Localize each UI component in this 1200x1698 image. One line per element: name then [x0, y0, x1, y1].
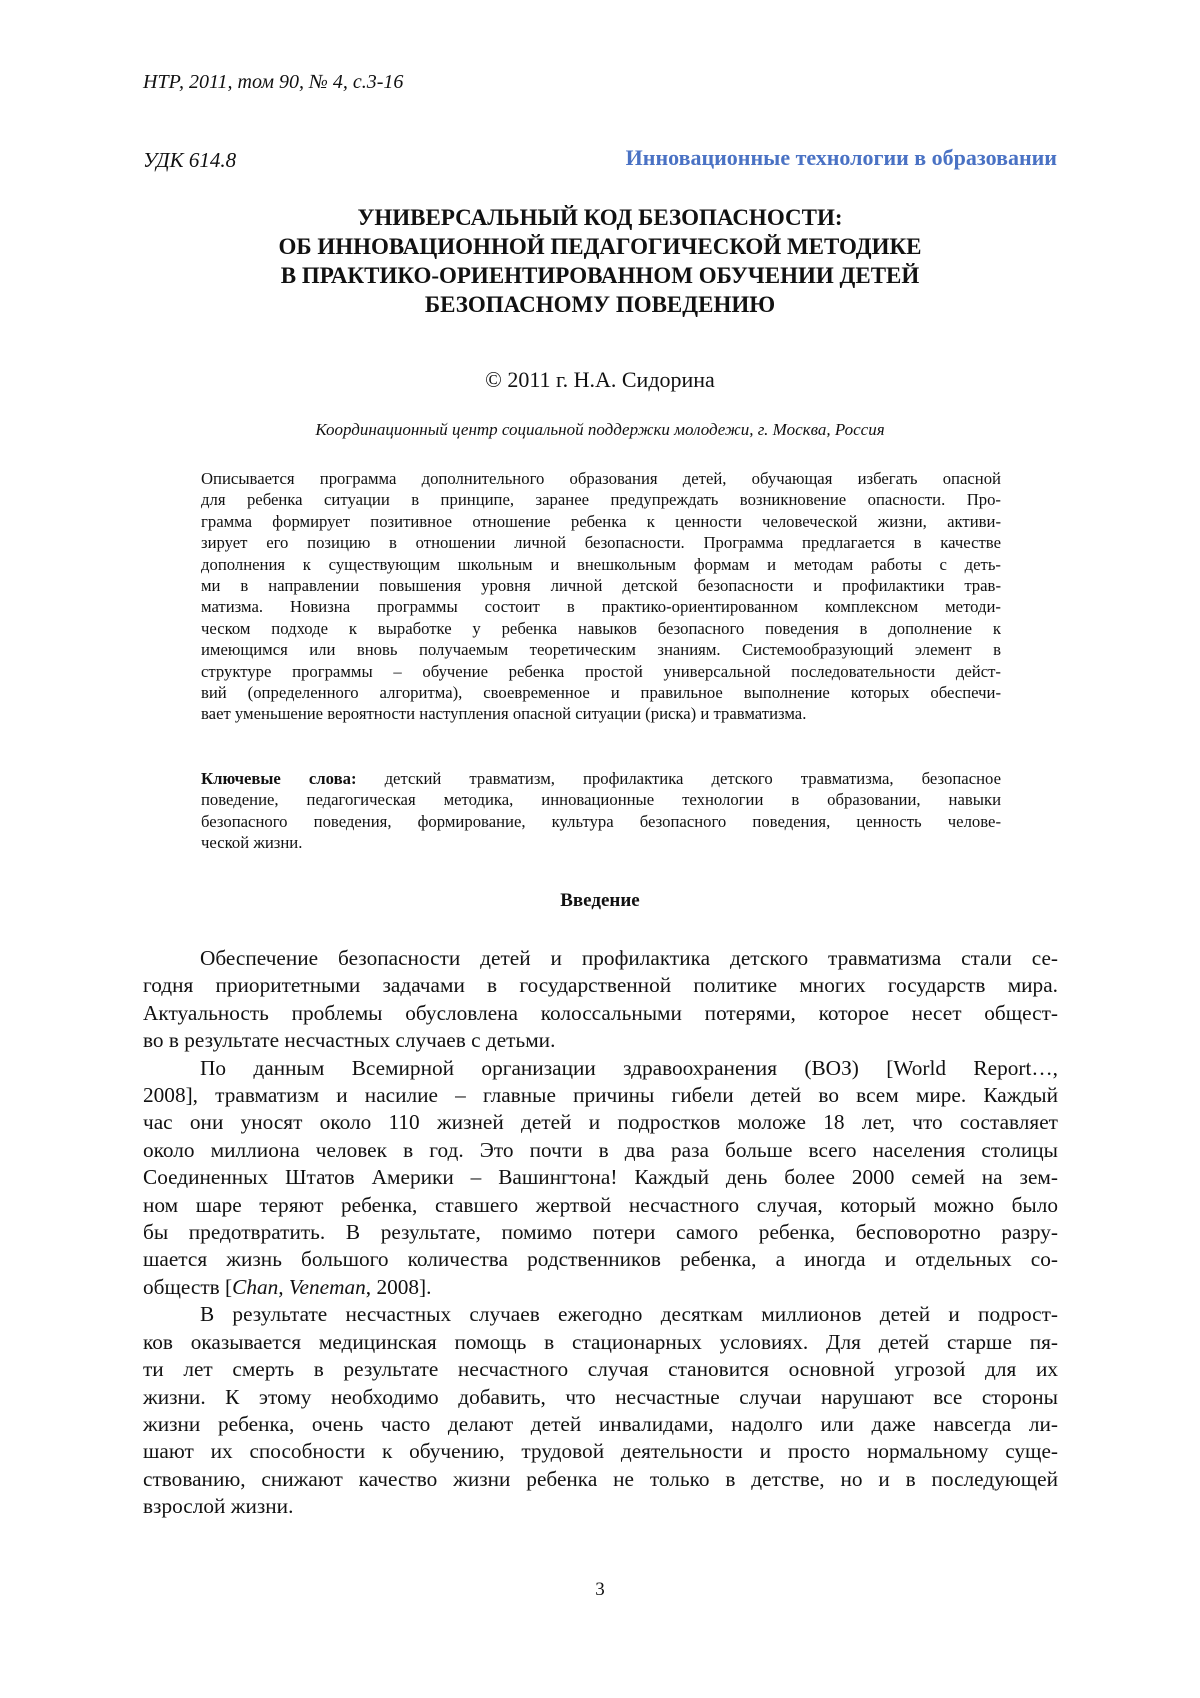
body-line: По данным Всемирной организации здравоохранения (ВОЗ) [World Report…, [200, 1055, 1058, 1080]
rubric-heading: Инновационные технологии в образовании [625, 145, 1057, 170]
body-line: ствованию, снижают качество жизни ребенка не только в детстве, но и в последующей [143, 1466, 1058, 1491]
keywords-line: безопасного поведения, формирование, культура безопасного поведения, ценность челове- [201, 811, 1001, 831]
abstract-line: ческом подходе к выработке у ребенка навыков безопасного поведения в дополнение к [201, 618, 1001, 638]
keywords-line: поведение, педагогическая методика, инновационные технологии в образовании, навыки [201, 790, 1001, 810]
abstract-line: зирует его позицию в отношении личной безопасности. Программа предлагается в качестве [201, 533, 1001, 553]
body-line: взрослой жизни. [143, 1494, 294, 1519]
article-title [143, 203, 1057, 319]
abstract-line: имеющимся или вновь получаемым теоретическим знаниям. Системообразующий элемент в [201, 640, 1001, 660]
body-line: ти лет смерть в результате несчастного случая становится основной угрозой для их [143, 1357, 1058, 1382]
abstract-line: для ребенка ситуации в принципе, заранее предупреждать возникновение опасности. Про- [201, 490, 1001, 510]
body-line: шается жизнь большого количества родственников ребенка, а иногда и отдельных со- [143, 1247, 1058, 1272]
journal-reference: НТР, 2011, том 90, № 4, с.3-16 [143, 71, 404, 93]
body-line: жизни ребенка, очень часто делают детей инвалидами, надолго или даже навсегда ли- [143, 1411, 1058, 1436]
title-line: ОБ ИННОВАЦИОННОЙ ПЕДАГОГИЧЕСКОЙ МЕТОДИКЕ [278, 234, 922, 259]
title-line: В ПРАКТИКО-ОРИЕНТИРОВАННОМ ОБУЧЕНИИ ДЕТЕЙ [280, 263, 920, 288]
body-line: во в результате несчастных случаев с детьми. [143, 1028, 556, 1053]
citation-authors: Chan, Veneman [232, 1274, 366, 1299]
body-line: час они уносят около 110 жизней детей и подростков моложе 18 лет, что составляет [143, 1110, 1058, 1135]
abstract-line: структуре программы – обучение ребенка простой универсальной последовательности дейст- [201, 661, 1001, 681]
title-line: БЕЗОПАСНОМУ ПОВЕДЕНИЮ [424, 292, 776, 317]
author-line: © 2011 г. Н.А. Сидорина [485, 367, 715, 392]
body-line: В результате несчастных случаев ежегодно десяткам миллионов детей и подрост- [200, 1302, 1058, 1327]
body-line: шают их способности к обучению, трудовой деятельности и просто нормальному суще- [143, 1439, 1058, 1464]
abstract-line: вий (определенного алгоритма), своевременное и правильное выполнение которых обеспечи- [201, 683, 1001, 703]
abstract-line: грамма формирует позитивное отношение ребенка к ценности человеческой жизни, активи- [201, 511, 1001, 531]
keywords [201, 768, 1001, 854]
section-heading: Введение [560, 890, 640, 911]
body-text [143, 945, 1058, 1521]
body-line [143, 1274, 1058, 1301]
abstract-line: Описывается программа дополнительного образования детей, обучающая избегать опасной [201, 469, 1001, 488]
body-line: жизни. К этому необходимо добавить, что несчастные случаи нарушают все стороны [143, 1384, 1058, 1409]
body-line: Обеспечение безопасности детей и профилактика детского травматизма стали се- [200, 946, 1058, 970]
citation-year: , 2008]. [365, 1274, 432, 1299]
udk-code: УДК 614.8 [143, 148, 237, 172]
abstract-line: дополнения к существующим школьным и внешкольным формам и методам работы с деть- [201, 554, 1001, 574]
body-line: ном шаре теряют ребенка, ставшего жертвой несчастного случая, который можно было [143, 1192, 1058, 1217]
page-number: 3 [595, 1579, 605, 1600]
abstract-line: матизма. Новизна программы состоит в практико-ориентированном комплексном методи- [201, 597, 1001, 617]
body-line: 2008], травматизм и насилие – главные причины гибели детей во всем мире. Каждый [143, 1083, 1058, 1108]
abstract-line: ми в направлении повышения уровня личной детской безопасности и профилактики трав- [201, 576, 1001, 596]
affiliation: Координационный центр социальной поддержки молодежи, г. Москва, Россия [315, 420, 885, 439]
keywords-text: детский травматизм, профилактика детского травматизма, безопасное [356, 769, 1001, 788]
keywords-label: Ключевые слова: [201, 769, 357, 788]
title-line: УНИВЕРСАЛЬНЫЙ КОД БЕЗОПАСНОСТИ: [357, 205, 843, 230]
body-line: около миллиона человек в год. Это почти в два раза больше всего населения столицы [143, 1137, 1058, 1162]
body-line: годня приоритетными задачами в государственной политике многих государств мира. [143, 973, 1058, 998]
abstract [201, 468, 1001, 725]
body-line: бы предотвратить. В результате, помимо потери самого ребенка, бесповоротно разру- [143, 1220, 1058, 1245]
abstract-line: вает уменьшение вероятности наступления опасной ситуации (риска) и травматизма. [201, 704, 807, 724]
citation-prefix: обществ [ [143, 1274, 233, 1299]
keywords-line: ческой жизни. [201, 833, 303, 853]
body-line: ков оказывается медицинская помощь в стационарных условиях. Для детей старше пя- [143, 1329, 1058, 1354]
body-line: Актуальность проблемы обусловлена колоссальными потерями, которое несет общест- [143, 1000, 1058, 1025]
body-line: Соединенных Штатов Америки – Вашингтона! Каждый день более 2000 семей на зем- [143, 1165, 1058, 1190]
keywords-line [201, 768, 1001, 789]
